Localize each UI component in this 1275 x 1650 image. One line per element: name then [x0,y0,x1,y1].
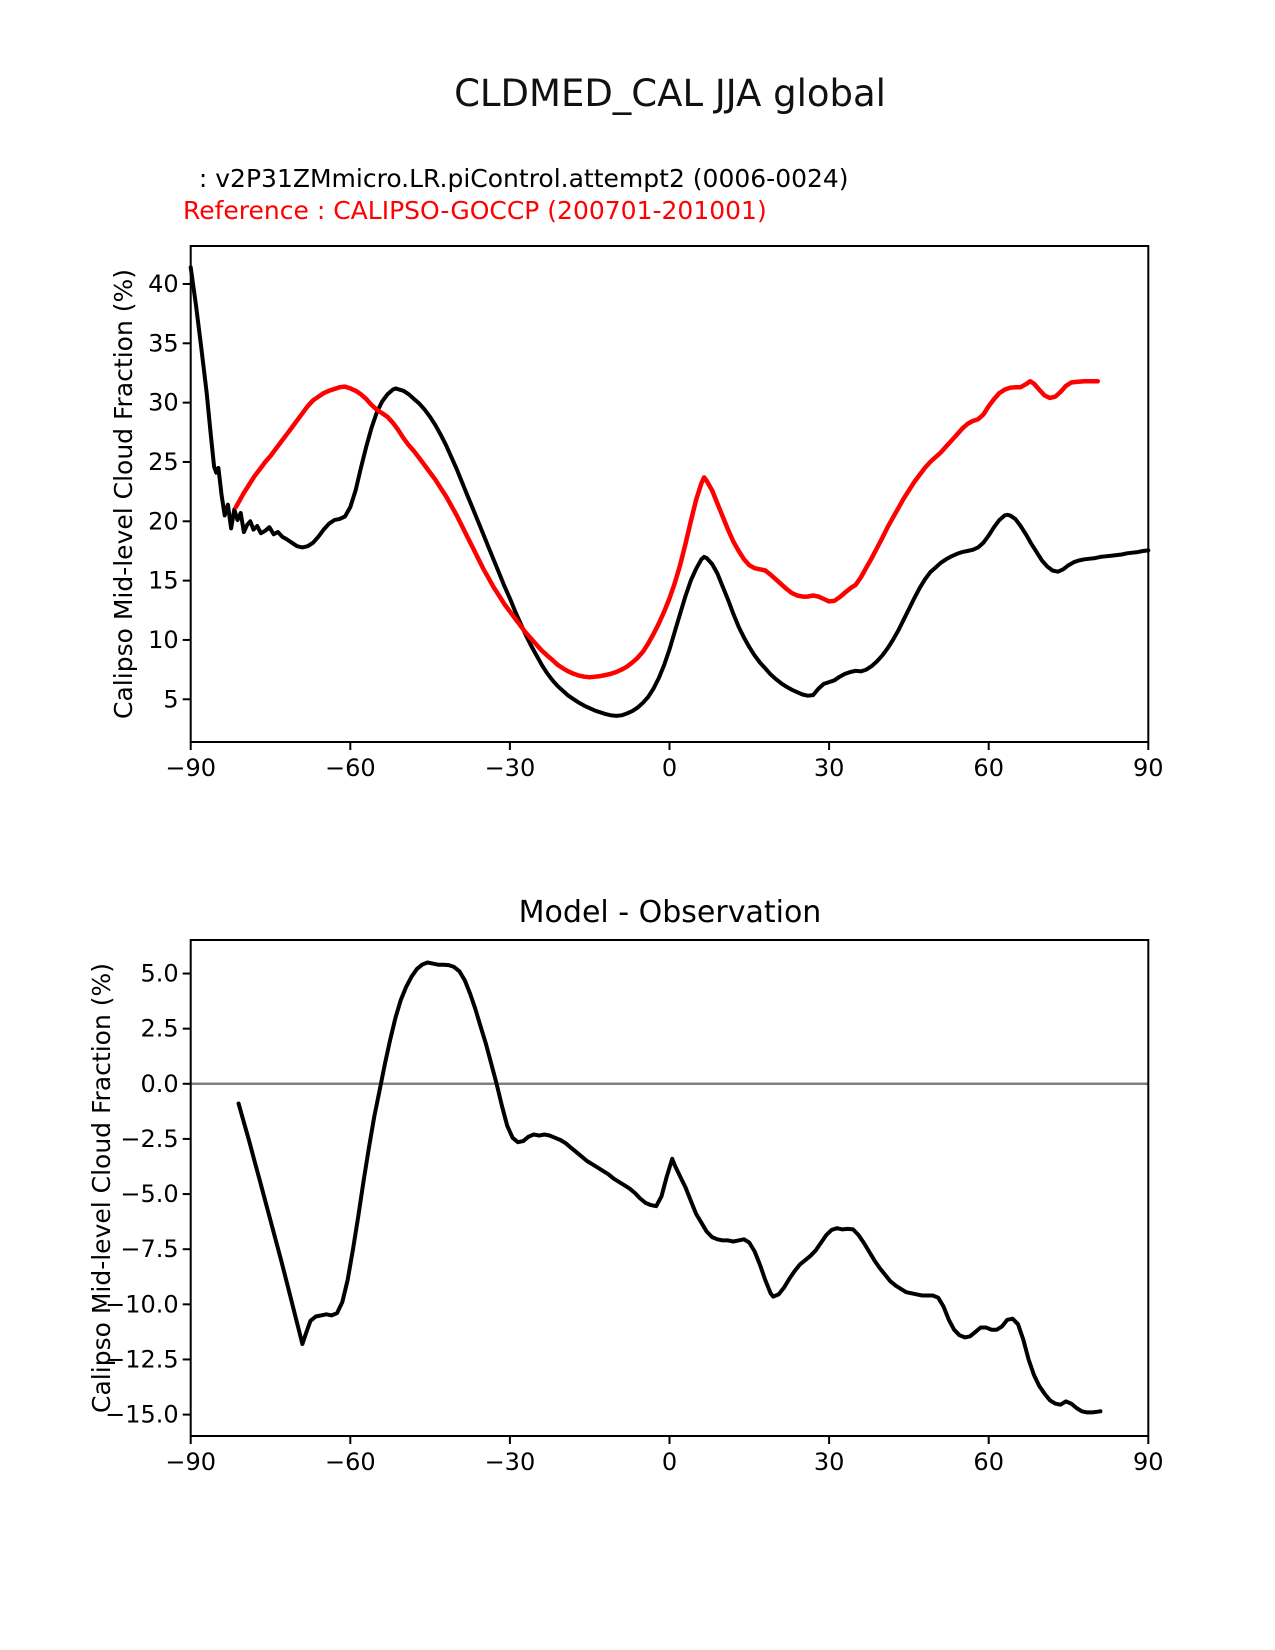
bottom-chart-y-axis-label: Calipso Mid-level Cloud Fraction (%) [86,963,116,1413]
x-tick-label: 90 [1133,1448,1164,1476]
x-tick-label: −60 [324,1448,376,1476]
series-line-model-v2P31ZMmicro.LR.piControl.attempt2 [191,267,1149,716]
x-tick-label: −30 [484,1448,536,1476]
y-tick-label: 15 [148,566,179,595]
figure-title: CLDMED_CAL JJA global [454,72,886,115]
x-tick-label: 60 [973,1448,1004,1476]
y-tick-label: 5.0 [140,959,179,988]
x-tick-label: −60 [324,754,376,782]
y-tick-label: 35 [148,329,179,358]
series-line-model-minus-observation [239,963,1101,1413]
series-line-reference-CALIPSO-GOCCP [236,381,1098,677]
y-tick-label: −12.5 [105,1345,179,1374]
x-tick-label: 60 [973,754,1004,782]
chart-0 [148,246,1163,782]
y-tick-label: 40 [148,269,179,298]
y-tick-label: −2.5 [120,1124,179,1153]
axes-spines [191,246,1149,742]
x-tick-label: −90 [165,1448,217,1476]
x-tick-label: 30 [813,754,845,782]
y-tick-label: 10 [148,625,179,654]
model-run-label: : v2P31ZMmicro.LR.piControl.attempt2 (0006-0024) [183,164,849,193]
y-tick-label: 20 [148,507,179,536]
y-tick-label: 25 [148,447,179,476]
y-tick-label: 30 [148,388,179,417]
x-tick-label: −90 [165,754,217,782]
chart-1 [105,940,1163,1476]
y-tick-label: 2.5 [140,1014,179,1043]
x-tick-label: −30 [484,754,536,782]
y-tick-label: 0.0 [140,1069,179,1098]
x-tick-label: 30 [813,1448,845,1476]
reference-label: Reference : CALIPSO-GOCCP (200701-201001) [183,196,767,225]
top-chart-y-axis-label: Calipso Mid-level Cloud Fraction (%) [108,269,138,719]
y-tick-label: −7.5 [120,1235,179,1264]
y-tick-label: −10.0 [105,1290,179,1319]
axes-spines [191,940,1149,1436]
y-tick-label: 5 [163,685,179,714]
bottom-chart-title: Model - Observation [518,895,822,930]
x-tick-label: 0 [661,1448,678,1476]
x-tick-label: 0 [661,754,678,782]
y-tick-label: −5.0 [120,1180,179,1209]
x-tick-label: 90 [1133,754,1164,782]
y-tick-label: −15.0 [105,1400,179,1429]
